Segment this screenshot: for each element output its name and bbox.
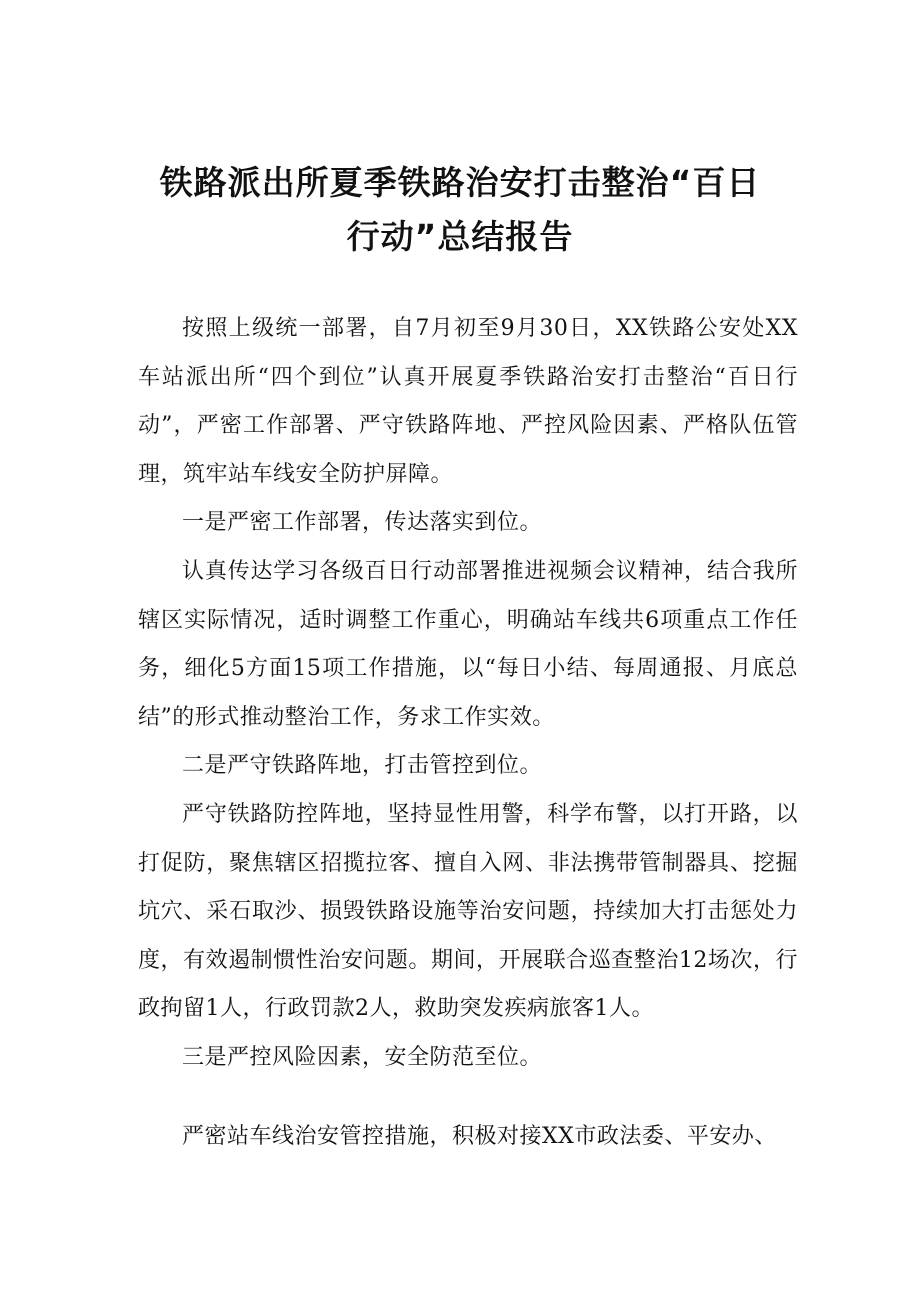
paragraph-section-3: 严密站车线治安管控措施，积极对接XX市政法委、平安办、 — [182, 1123, 777, 1149]
section-heading-3: 三是严控风险因素，安全防范至位。 — [182, 1044, 543, 1070]
document-title-line-1: 铁路派出所夏季铁路治安打击整治“百日 — [159, 163, 761, 202]
document-body — [138, 305, 798, 1161]
paragraph-section-2: 严守铁路防控阵地，坚持显性用警，科学布警，以打开路，以打促防，聚焦辖区招揽拉客、擅自入网、非法携带管制器具、挖掘坑穴、采石取沙、损毁铁路设施等治安问题，持续加大打击惩处力度，有效遏制惯性治安问题。期间，开展联合巡查整治12场次，行政拘留1人，行政罚款2人，救助突发疾病旅客1人。 — [138, 801, 798, 1022]
section-heading-2: 二是严守铁路阵地，打击管控到位。 — [182, 753, 543, 779]
document-title-line-2: 行动”总结报告 — [346, 217, 574, 256]
paragraph-intro: 按照上级统一部署，自7月初至9月30日，XX铁路公安处XX车站派出所“四个到位”认真开展夏季铁路治安打击整治“百日行动”，严密工作部署、严守铁路阵地、严控风险因素、严格队伍管理，筑牢站车线安全防护屏障。 — [138, 316, 798, 487]
section-heading-1: 一是严密工作部署，传达落实到位。 — [182, 510, 543, 536]
paragraph-section-1: 认真传达学习各级百日行动部署推进视频会议精神，结合我所辖区实际情况，适时调整工作重心，明确站车线共6项重点工作任务，细化5方面15项工作措施，以“每日小结、每周通报、月底总结”的形式推动整治工作，务求工作实效。 — [138, 558, 798, 730]
